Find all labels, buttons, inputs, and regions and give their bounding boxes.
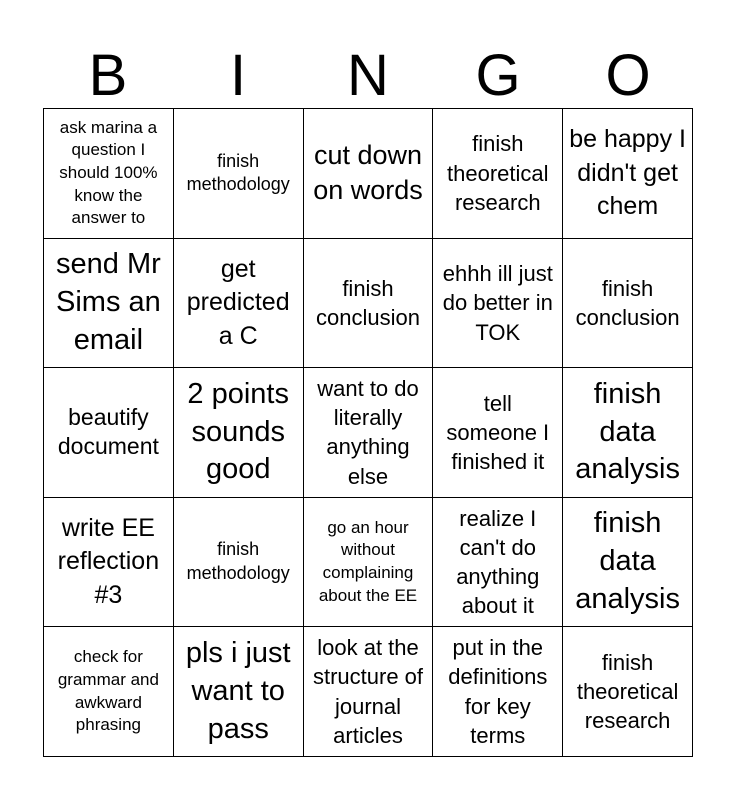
bingo-cell[interactable] — [563, 239, 693, 369]
bingo-cell[interactable] — [433, 368, 563, 498]
bingo-board — [43, 108, 693, 757]
cell-text: go an hour without complaining about the EE — [318, 517, 418, 605]
cell-text: pls i just want to pass — [185, 636, 291, 745]
bingo-cell[interactable] — [433, 239, 563, 369]
cell-text: finish methodology — [186, 150, 290, 195]
header-letter-n: N — [347, 43, 389, 108]
bingo-cell[interactable] — [44, 239, 174, 369]
bingo-cell[interactable] — [174, 368, 304, 498]
bingo-cell[interactable] — [174, 239, 304, 369]
cell-text: send Mr Sims an email — [56, 247, 161, 356]
cell-text: finish conclusion — [316, 275, 420, 330]
cell-text: ehhh ill just do better in TOK — [442, 261, 553, 345]
cell-text: cut down on words — [313, 140, 423, 206]
bingo-cell[interactable] — [44, 627, 174, 757]
bingo-cell[interactable] — [433, 627, 563, 757]
cell-text: look at the structure of journal articles — [312, 635, 424, 748]
cell-text: finish theoretical research — [447, 131, 549, 215]
cell-text: finish data analysis — [575, 507, 680, 616]
bingo-cell[interactable] — [433, 498, 563, 628]
header-letter-g: G — [475, 43, 521, 108]
bingo-cell[interactable] — [563, 109, 693, 239]
cell-text: finish data analysis — [575, 377, 680, 486]
cell-text: finish theoretical research — [576, 649, 679, 734]
cell-text: get predicted a C — [186, 255, 290, 350]
bingo-cell[interactable] — [174, 627, 304, 757]
header-letter-i: I — [229, 43, 247, 108]
bingo-cell[interactable] — [304, 627, 434, 757]
bingo-cell[interactable] — [174, 109, 304, 239]
bingo-cell[interactable] — [174, 498, 304, 628]
cell-text: beautify document — [57, 403, 159, 460]
bingo-cell[interactable] — [44, 368, 174, 498]
bingo-cell[interactable] — [304, 498, 434, 628]
bingo-cell[interactable] — [304, 368, 434, 498]
cell-text: be happy I didn't get chem — [569, 125, 686, 220]
bingo-cell[interactable] — [563, 368, 693, 498]
cell-text: 2 points sounds good — [187, 377, 289, 486]
header-letter-o: O — [605, 43, 651, 108]
bingo-cell[interactable] — [563, 627, 693, 757]
bingo-header — [43, 44, 693, 108]
cell-text: put in the definitions for key terms — [448, 635, 548, 748]
bingo-cell[interactable] — [304, 239, 434, 369]
cell-text: finish methodology — [186, 539, 290, 584]
cell-text: finish conclusion — [575, 275, 680, 330]
bingo-cell[interactable] — [563, 498, 693, 628]
bingo-cell[interactable] — [44, 498, 174, 628]
cell-text: want to do literally anything else — [317, 375, 419, 489]
cell-text: realize I can't do anything about it — [456, 505, 540, 619]
bingo-cell[interactable] — [433, 109, 563, 239]
cell-text: ask marina a question I should 100% know the answer to — [59, 117, 158, 228]
bingo-cell[interactable] — [44, 109, 174, 239]
cell-text: tell someone I finished it — [446, 390, 550, 475]
cell-text: check for grammar and awkward phrasing — [57, 647, 159, 735]
header-letter-b: B — [88, 43, 128, 108]
bingo-cell[interactable] — [304, 109, 434, 239]
cell-text: write EE reflection #3 — [57, 514, 160, 609]
